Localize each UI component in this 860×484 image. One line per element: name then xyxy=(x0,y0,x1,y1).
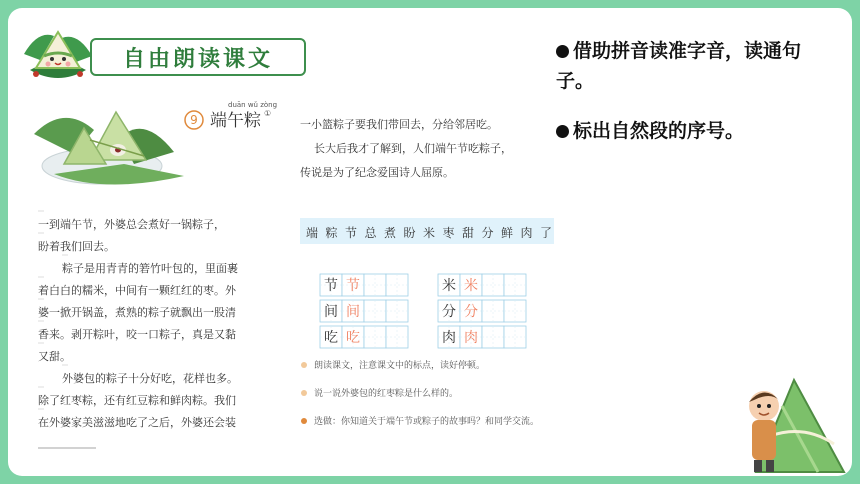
write-copy-char: 节 xyxy=(346,278,360,294)
lesson-footnote: ① xyxy=(264,109,272,118)
exercise-item: 朗读课文，注意课文中的标点，读好停顿。 xyxy=(314,361,486,371)
vocab-char: 枣 xyxy=(442,226,455,240)
text-line: 在外婆家美滋滋地吃了之后，外婆还会装 xyxy=(38,416,236,429)
writing-cell xyxy=(386,326,408,348)
writing-grids xyxy=(320,274,526,348)
text-line: 一到端午节，外婆总会煮好一锅粽子， xyxy=(38,218,225,231)
vocab-char: 鲜 xyxy=(500,226,514,240)
writing-cell xyxy=(504,274,526,296)
write-char: 米 xyxy=(442,278,456,294)
text-line: 传说是为了纪念爱国诗人屈原。 xyxy=(300,166,454,179)
bullet-dot-icon xyxy=(556,125,569,138)
page-title: 自由朗读课文 xyxy=(122,45,273,72)
text-line: 除了红枣粽，还有红豆粽和鲜肉粽。我们 xyxy=(38,394,236,407)
writing-cell xyxy=(386,274,408,296)
text-line: 盼着我们回去。 xyxy=(38,240,115,253)
text-line: 外婆包的粽子十分好吃，花样也多。 xyxy=(62,372,238,385)
lesson-number: 9 xyxy=(190,113,198,127)
writing-cell xyxy=(364,300,386,322)
text-line: 香来。剥开粽叶，咬一口粽子，真是又黏 xyxy=(38,328,236,341)
left-column-text xyxy=(38,211,238,429)
text-line: 婆一掀开锅盖，煮熟的粽子就飘出一股清 xyxy=(38,306,236,319)
exercise-bullet-icon xyxy=(301,418,307,424)
write-copy-char: 肉 xyxy=(464,330,478,346)
instruction-text: 标出自然段的序号。 xyxy=(573,120,745,142)
write-char: 分 xyxy=(442,304,456,320)
lesson-pinyin: duān wǔ zòng xyxy=(228,101,278,109)
text-line: 着白白的糯米，中间有一颗红红的枣。外 xyxy=(38,284,236,297)
textbook-page xyxy=(24,94,553,458)
exercise-list xyxy=(301,359,539,427)
writing-cell xyxy=(482,300,504,322)
vocab-char: 总 xyxy=(364,226,377,240)
exercise-bullet-icon xyxy=(301,390,307,396)
boy-with-zongzi-icon xyxy=(734,376,846,476)
writing-cell xyxy=(482,326,504,348)
title-box xyxy=(90,38,306,76)
text-line: 粽子是用青青的箬竹叶包的，里面裹 xyxy=(62,262,238,275)
title-banner xyxy=(18,20,310,78)
vocab-char: 节 xyxy=(344,226,358,240)
write-copy-char: 分 xyxy=(464,304,478,320)
vocab-char: 分 xyxy=(481,226,494,240)
instruction-list xyxy=(556,36,836,166)
lesson-heading xyxy=(185,101,277,131)
vocab-char: 米 xyxy=(422,226,436,240)
slide xyxy=(8,8,852,476)
vocab-char: 粽 xyxy=(325,226,338,240)
vocab-char: 端 xyxy=(305,226,319,240)
writing-cell xyxy=(504,326,526,348)
write-copy-char: 吃 xyxy=(346,330,360,346)
write-copy-char: 米 xyxy=(464,278,478,294)
instruction-item xyxy=(556,36,836,96)
write-char: 肉 xyxy=(442,330,456,346)
zongzi-illustration xyxy=(34,112,184,185)
vocab-char: 甜 xyxy=(461,226,475,240)
vocab-char: 了 xyxy=(539,226,553,240)
write-char: 吃 xyxy=(324,330,338,346)
write-char: 间 xyxy=(324,304,338,320)
instruction-item xyxy=(556,116,836,146)
vocab-char: 肉 xyxy=(520,226,533,240)
exercise-item: 说一说外婆包的红枣粽是什么样的。 xyxy=(314,389,459,399)
writing-cell xyxy=(504,300,526,322)
write-copy-char: 间 xyxy=(346,304,360,320)
lesson-title: 端午粽 xyxy=(210,111,261,131)
writing-cell xyxy=(482,274,504,296)
write-char: 节 xyxy=(324,278,338,294)
vocab-char: 盼 xyxy=(403,226,416,240)
right-column-text xyxy=(300,117,512,179)
text-line: 长大后我才了解到，人们端午节吃粽子， xyxy=(314,142,512,155)
writing-cell xyxy=(386,300,408,322)
zongzi-badge-icon xyxy=(18,26,98,82)
text-line: 一小篮粽子要我们带回去，分给邻居吃。 xyxy=(300,118,498,131)
exercise-bullet-icon xyxy=(301,362,307,368)
exercise-item: 选做：你知道关于端午节或粽子的故事吗？和同学交流。 xyxy=(314,417,540,427)
writing-cell xyxy=(364,326,386,348)
text-line: 又甜。 xyxy=(38,350,71,363)
vocab-char: 煮 xyxy=(383,226,397,240)
writing-cell xyxy=(364,274,386,296)
bullet-dot-icon xyxy=(556,45,569,58)
instruction-text: 借助拼音读准字音，读通句子。 xyxy=(556,40,802,92)
